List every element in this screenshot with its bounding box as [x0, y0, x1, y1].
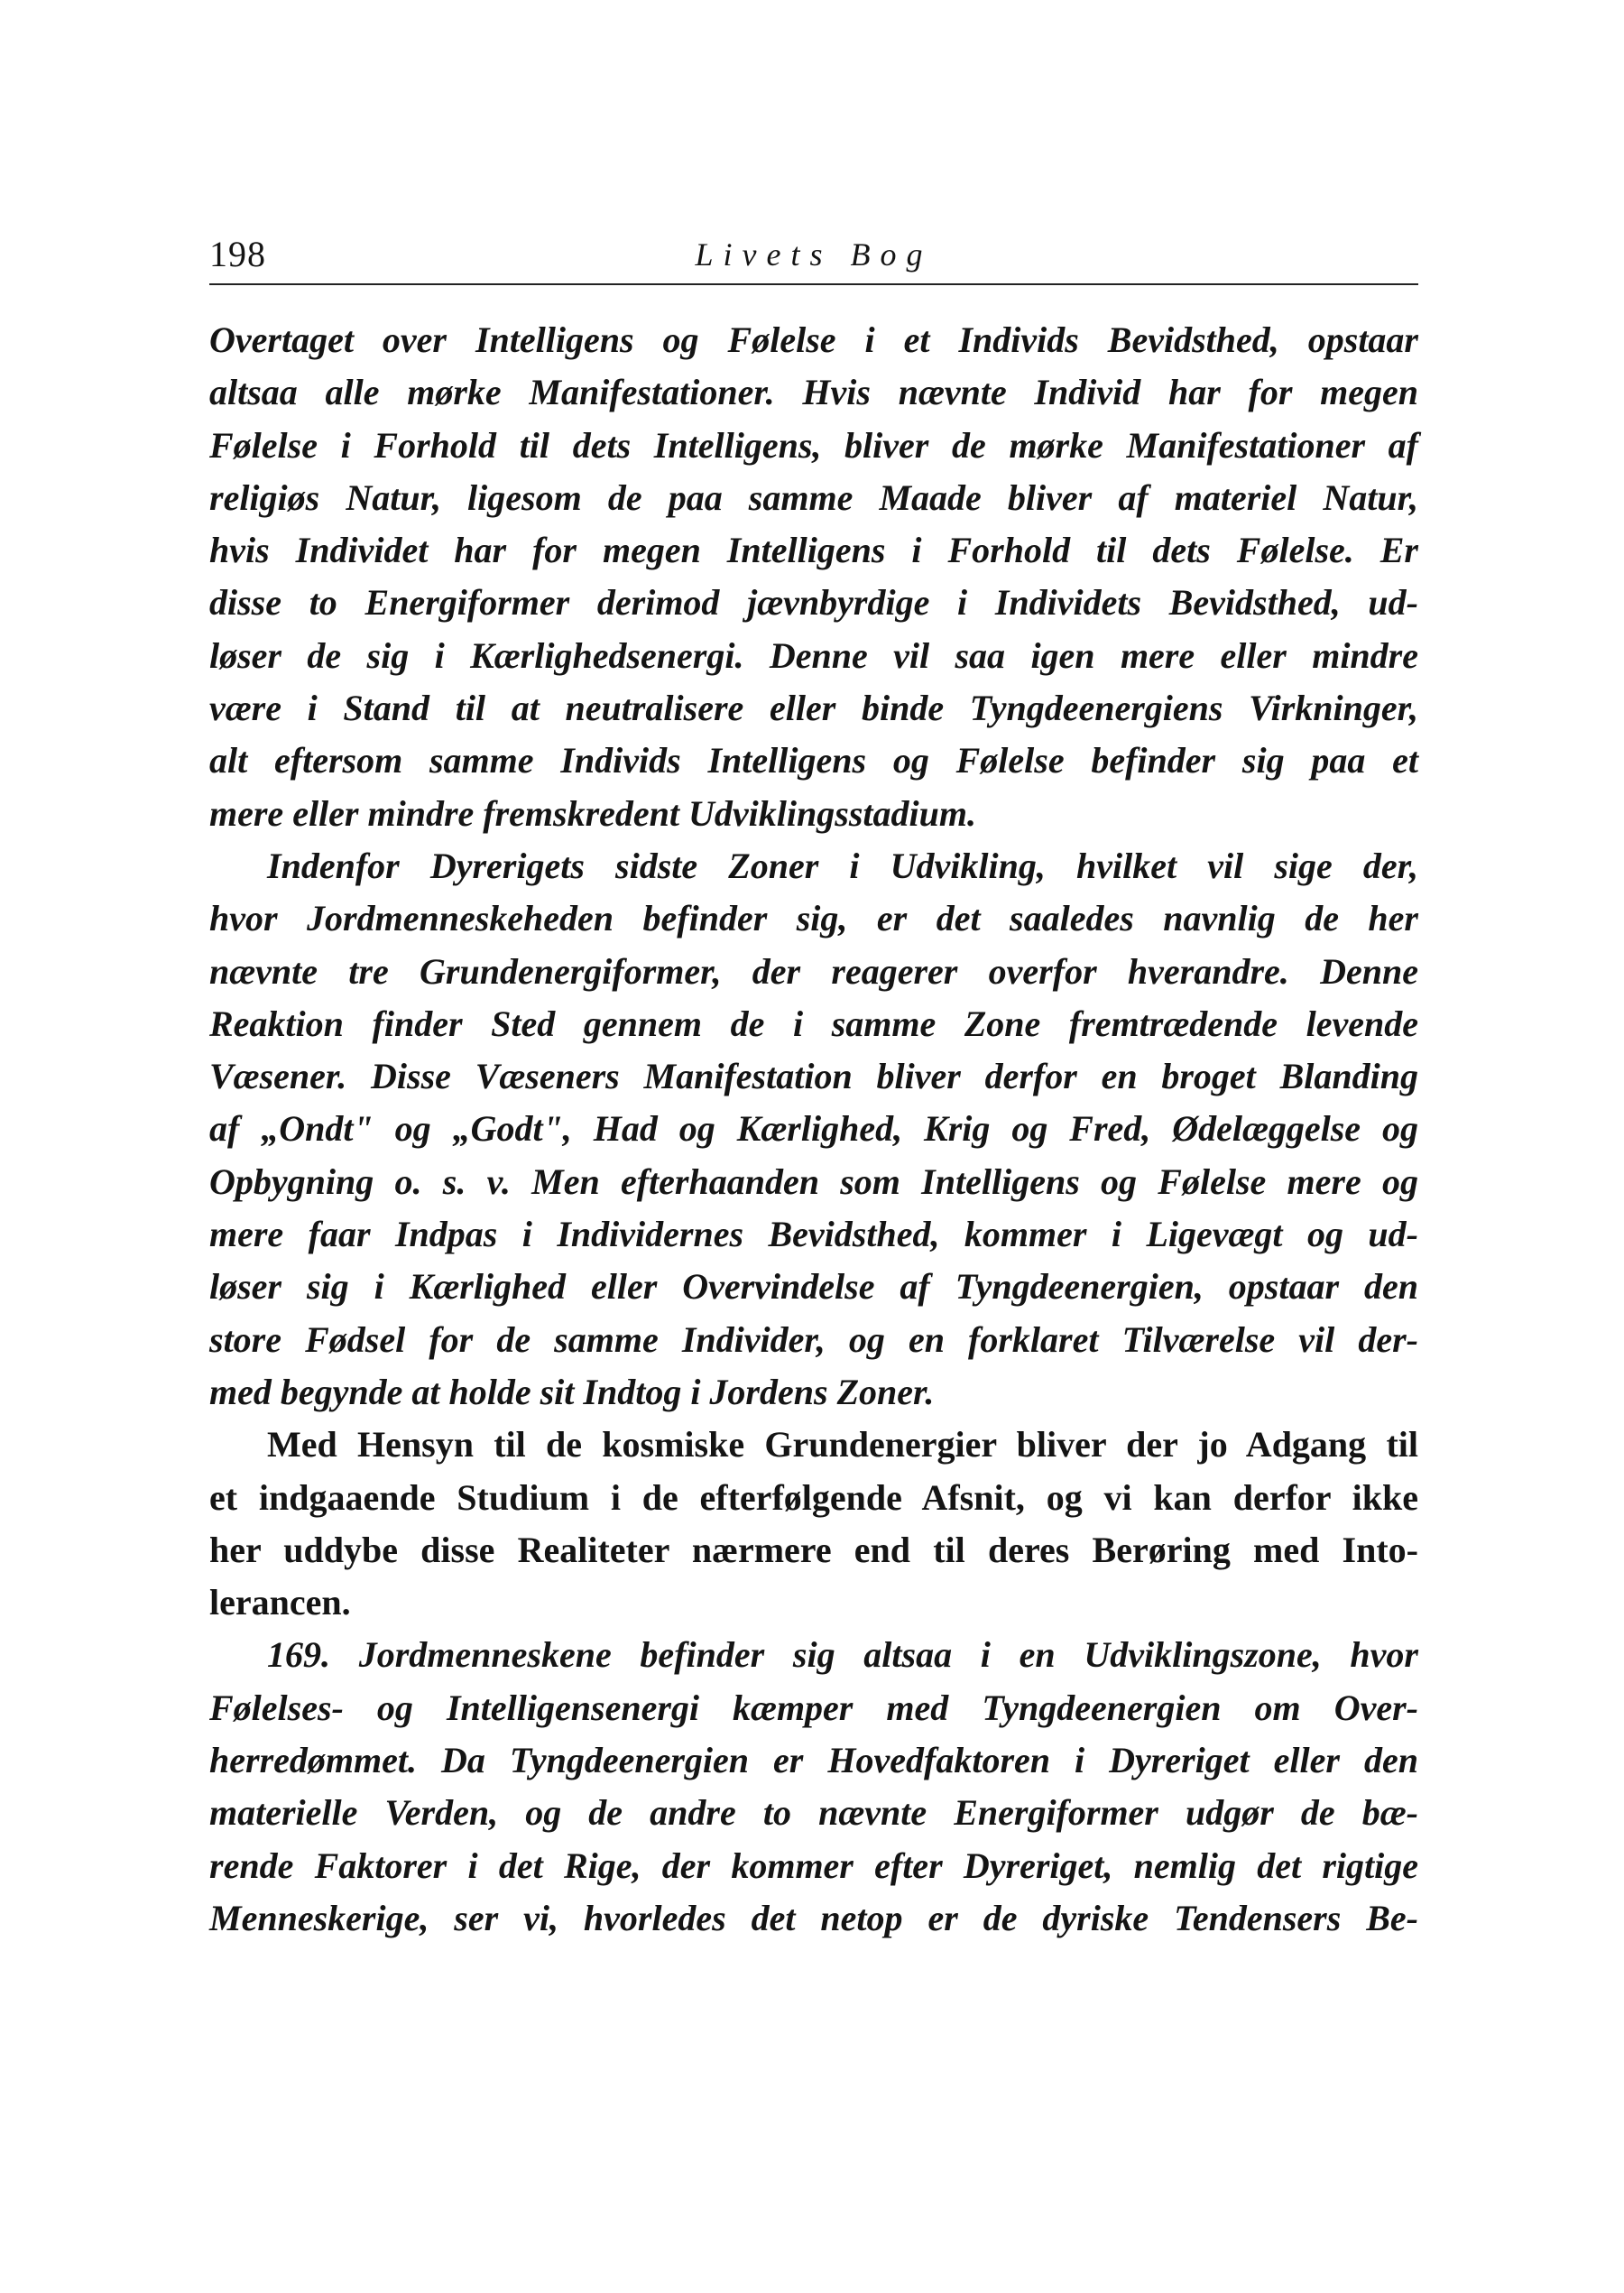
page-header [209, 227, 1418, 285]
text-line: Menneskerige, ser vi, hvorledes det netop er de dyriske Tendensers Be- [209, 1897, 1418, 1938]
text-line: være i Stand til at neutralisere eller binde Tyngdeenergiens Virkninger, [209, 688, 1418, 729]
text-line: med begynde at holde sit Indtog i Jordens Zoner. [209, 1371, 935, 1412]
text-line: nævnte tre Grundenergiformer, der reagerer overfor hverandre. Denne [209, 950, 1418, 992]
paragraph-1 [209, 314, 1418, 840]
text-line: Reaktion finder Sted gennem de i samme Zone fremtrædende levende [209, 1003, 1418, 1044]
text-line: Væsener. Disse Væseners Manifestation bliver derfor en broget Blanding [209, 1056, 1418, 1097]
text-line: altsaa alle mørke Manifestationer. Hvis nævnte Individ har for megen [209, 372, 1418, 413]
text-line: hvis Individet har for megen Intelligens i Forhold til dets Følelse. Er [209, 530, 1418, 571]
text-line: hvor Jordmenneskeheden befinder sig, er det saaledes navnlig de her [209, 898, 1418, 939]
text-line: Følelses- og Intelligensenergi kæmper med Tyngdeenergien om Over- [209, 1687, 1418, 1728]
text-line: alt eftersom samme Individs Intelligens og Følelse befinder sig paa et [209, 740, 1418, 781]
text-line: Overtaget over Intelligens og Følelse i et Individs Bevidsthed, opstaar [209, 319, 1418, 360]
text-line: Opbygning o. s. v. Men efterhaanden som Intelligens og Følelse mere og [209, 1160, 1418, 1202]
text-line: Følelse i Forhold til dets Intelligens, bliver de mørke Manifestationer af [209, 424, 1418, 466]
text-line: mere eller mindre fremskredent Udviklingsstadium. [209, 792, 976, 834]
text-line: løser sig i Kærlighed eller Overvindelse af Tyngdeenergien, opstaar den [209, 1266, 1418, 1308]
text-line: disse to Energiformer derimod jævnbyrdige i Individets Bevidsthed, ud- [209, 582, 1418, 624]
page-number: 198 [209, 234, 266, 274]
text-line: Med Hensyn til de kosmiske Grundenergier bliver der jo Adgang til [267, 1424, 1418, 1465]
paragraph-4 [209, 1629, 1418, 1945]
text-line: mere faar Indpas i Individernes Bevidsthed, kommer i Ligevægt og ud- [209, 1214, 1418, 1255]
text-line: herredømmet. Da Tyngdeenergien er Hovedfaktoren i Dyreriget eller den [209, 1740, 1418, 1781]
text-line: her uddybe disse Realiteter nærmere end til deres Berøring med Into- [209, 1529, 1418, 1570]
paragraph-3 [209, 1419, 1418, 1629]
running-title: Livets Bog [695, 236, 933, 273]
text-line: lerancen. [209, 1582, 351, 1623]
text-line: materielle Verden, og de andre to nævnte Energiformer udgør de bæ- [209, 1792, 1418, 1834]
text-line: rende Faktorer i det Rige, der kommer efter Dyreriget, nemlig det rigtige [209, 1845, 1418, 1886]
text-line: religiøs Natur, ligesom de paa samme Maade bliver af materiel Natur, [209, 476, 1418, 518]
text-line: 169. Jordmenneskene befinder sig altsaa i en Udviklingszone, hvor [267, 1634, 1418, 1676]
text-line: Indenfor Dyrerigets sidste Zoner i Udvikling, hvilket vil sige der, [267, 845, 1418, 886]
paragraph-2 [209, 840, 1418, 1419]
text-line: af „Ondt" og „Godt", Had og Kærlighed, Krig og Fred, Ødelæggelse og [209, 1108, 1418, 1150]
text-line: store Fødsel for de samme Individer, og en forklaret Tilværelse vil der- [209, 1318, 1418, 1360]
text-line: løser de sig i Kærlighedsenergi. Denne vil saa igen mere eller mindre [209, 634, 1418, 676]
page-body [209, 314, 1418, 1945]
text-line: et indgaaende Studium i de efterfølgende Afsnit, og vi kan derfor ikke [209, 1476, 1418, 1518]
